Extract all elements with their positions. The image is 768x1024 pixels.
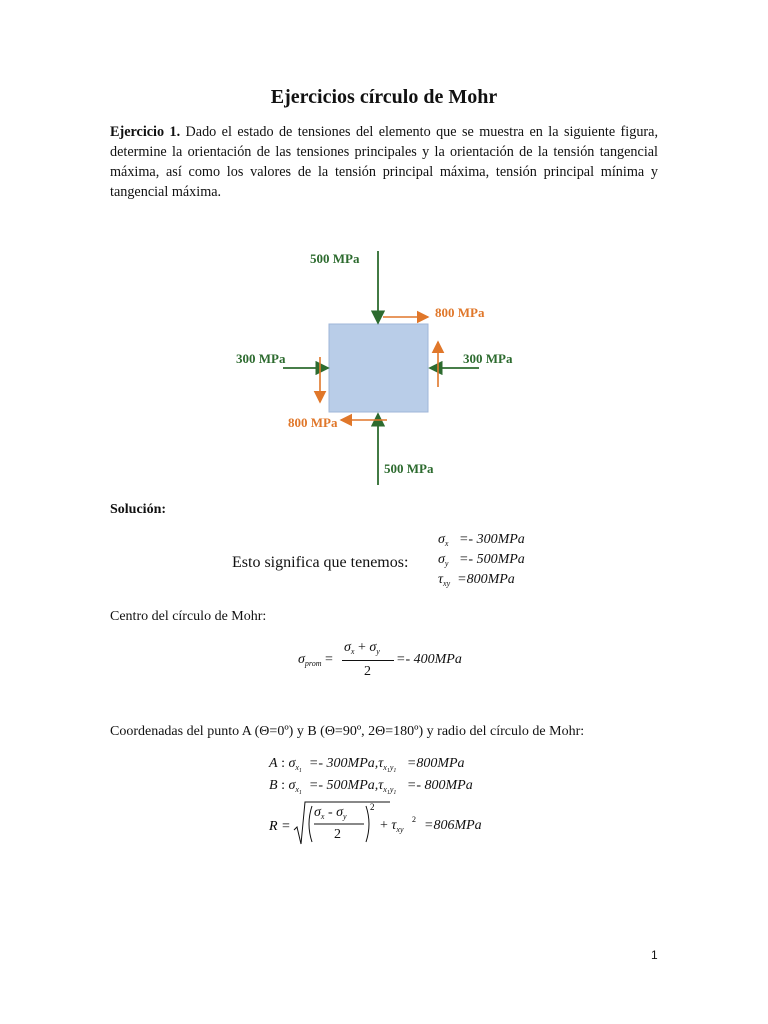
given-stress-values [434, 532, 564, 592]
tau-exponent: 2 [412, 815, 416, 824]
square-exponent: 2 [370, 802, 375, 812]
radius-letter: R [269, 819, 278, 834]
point-a-equation: A : $\sigma_{x_1} =- 300MPa,\tau_{x_1y_1}$ =800MPa [269, 756, 465, 774]
point-a-tau: =800MPa [406, 756, 465, 771]
radius-result: =806MPa [424, 818, 482, 833]
tau-xy-line: $\tau_{xy} =800MPa$ [438, 572, 515, 588]
fraction-bar [342, 660, 394, 661]
document-title: Ejercicios círculo de Mohr [270, 86, 498, 108]
page-number: 1 [651, 948, 658, 962]
sigma-prom-numerator: $\sigma_x + \sigma_y$ [344, 640, 380, 656]
mohr-center-label: Centro del círculo de Mohr: [110, 609, 267, 624]
radius-equals: = [282, 819, 290, 834]
sigma-y-line: $\sigma_y$ =- 500MPa [438, 552, 525, 568]
coordinates-label: Coordenadas del punto A (Θ=0º) y B (Θ=90º, 2Θ=180º) y radio del círculo de Mohr: [110, 724, 585, 739]
sigma-y-value: =- 500MPa [458, 552, 525, 567]
exercise-label: Ejercicio 1. [110, 124, 181, 140]
top-shear-label: 800 MPa [435, 305, 485, 320]
sigma-x-line: $\sigma_x$ =- 300MPa [438, 532, 525, 548]
sigma-prom-equation: $\sigma_{prom}$ = $\sigma_x + \sigma_y$ 2 =- 400MPa [298, 640, 462, 679]
radius-numerator: $\sigma_x - \sigma_y$ [314, 805, 347, 821]
sigma-x-value: =- 300MPa [458, 532, 525, 547]
top-stress-label: 500 MPa [310, 251, 360, 266]
exercise-text: Dado el estado de tensiones del elemento que se muestra en la siguiente figura, determine la orientación de las tensiones principales y la orientación de la tensión tangencial máxima, así como los valores de la tensión principal máxima, tensión principal mínima y tangencial máxima. [110, 124, 658, 200]
given-values-intro: Esto significa que tenemos: [232, 554, 409, 571]
exercise-statement [110, 122, 658, 202]
sigma-prom-result: =- 400MPa [396, 652, 462, 667]
stress-element-figure [225, 245, 545, 495]
point-a-sigma: =- 300MPa, [308, 756, 379, 771]
tau-xy-value: =800MPa [457, 572, 515, 587]
solution-heading: Solución: [110, 502, 167, 517]
stress-element-square [329, 324, 428, 412]
left-stress-label: 300 MPa [236, 351, 286, 366]
point-b-equation: B : $\sigma_{x_1} =- 500MPa,\tau_{x_1y_1}$ =- 800MPa [269, 778, 473, 796]
bottom-stress-label: 500 MPa [384, 461, 434, 476]
radius-tau: + $\tau_{xy}$ [380, 818, 404, 834]
radius-equation: R = 2 2 $\sigma_x - \sigma_y$ 2 + $\tau_{xy}$ =806MPa [268, 800, 508, 850]
right-stress-label: 300 MPa [463, 351, 513, 366]
right-paren [366, 806, 369, 842]
point-b-tau: =- 800MPa [406, 778, 473, 793]
sigma-prom-subscript: prom [304, 659, 322, 668]
bottom-shear-label: 800 MPa [288, 415, 338, 430]
left-paren [309, 806, 312, 842]
point-b-sigma: =- 500MPa, [308, 778, 379, 793]
